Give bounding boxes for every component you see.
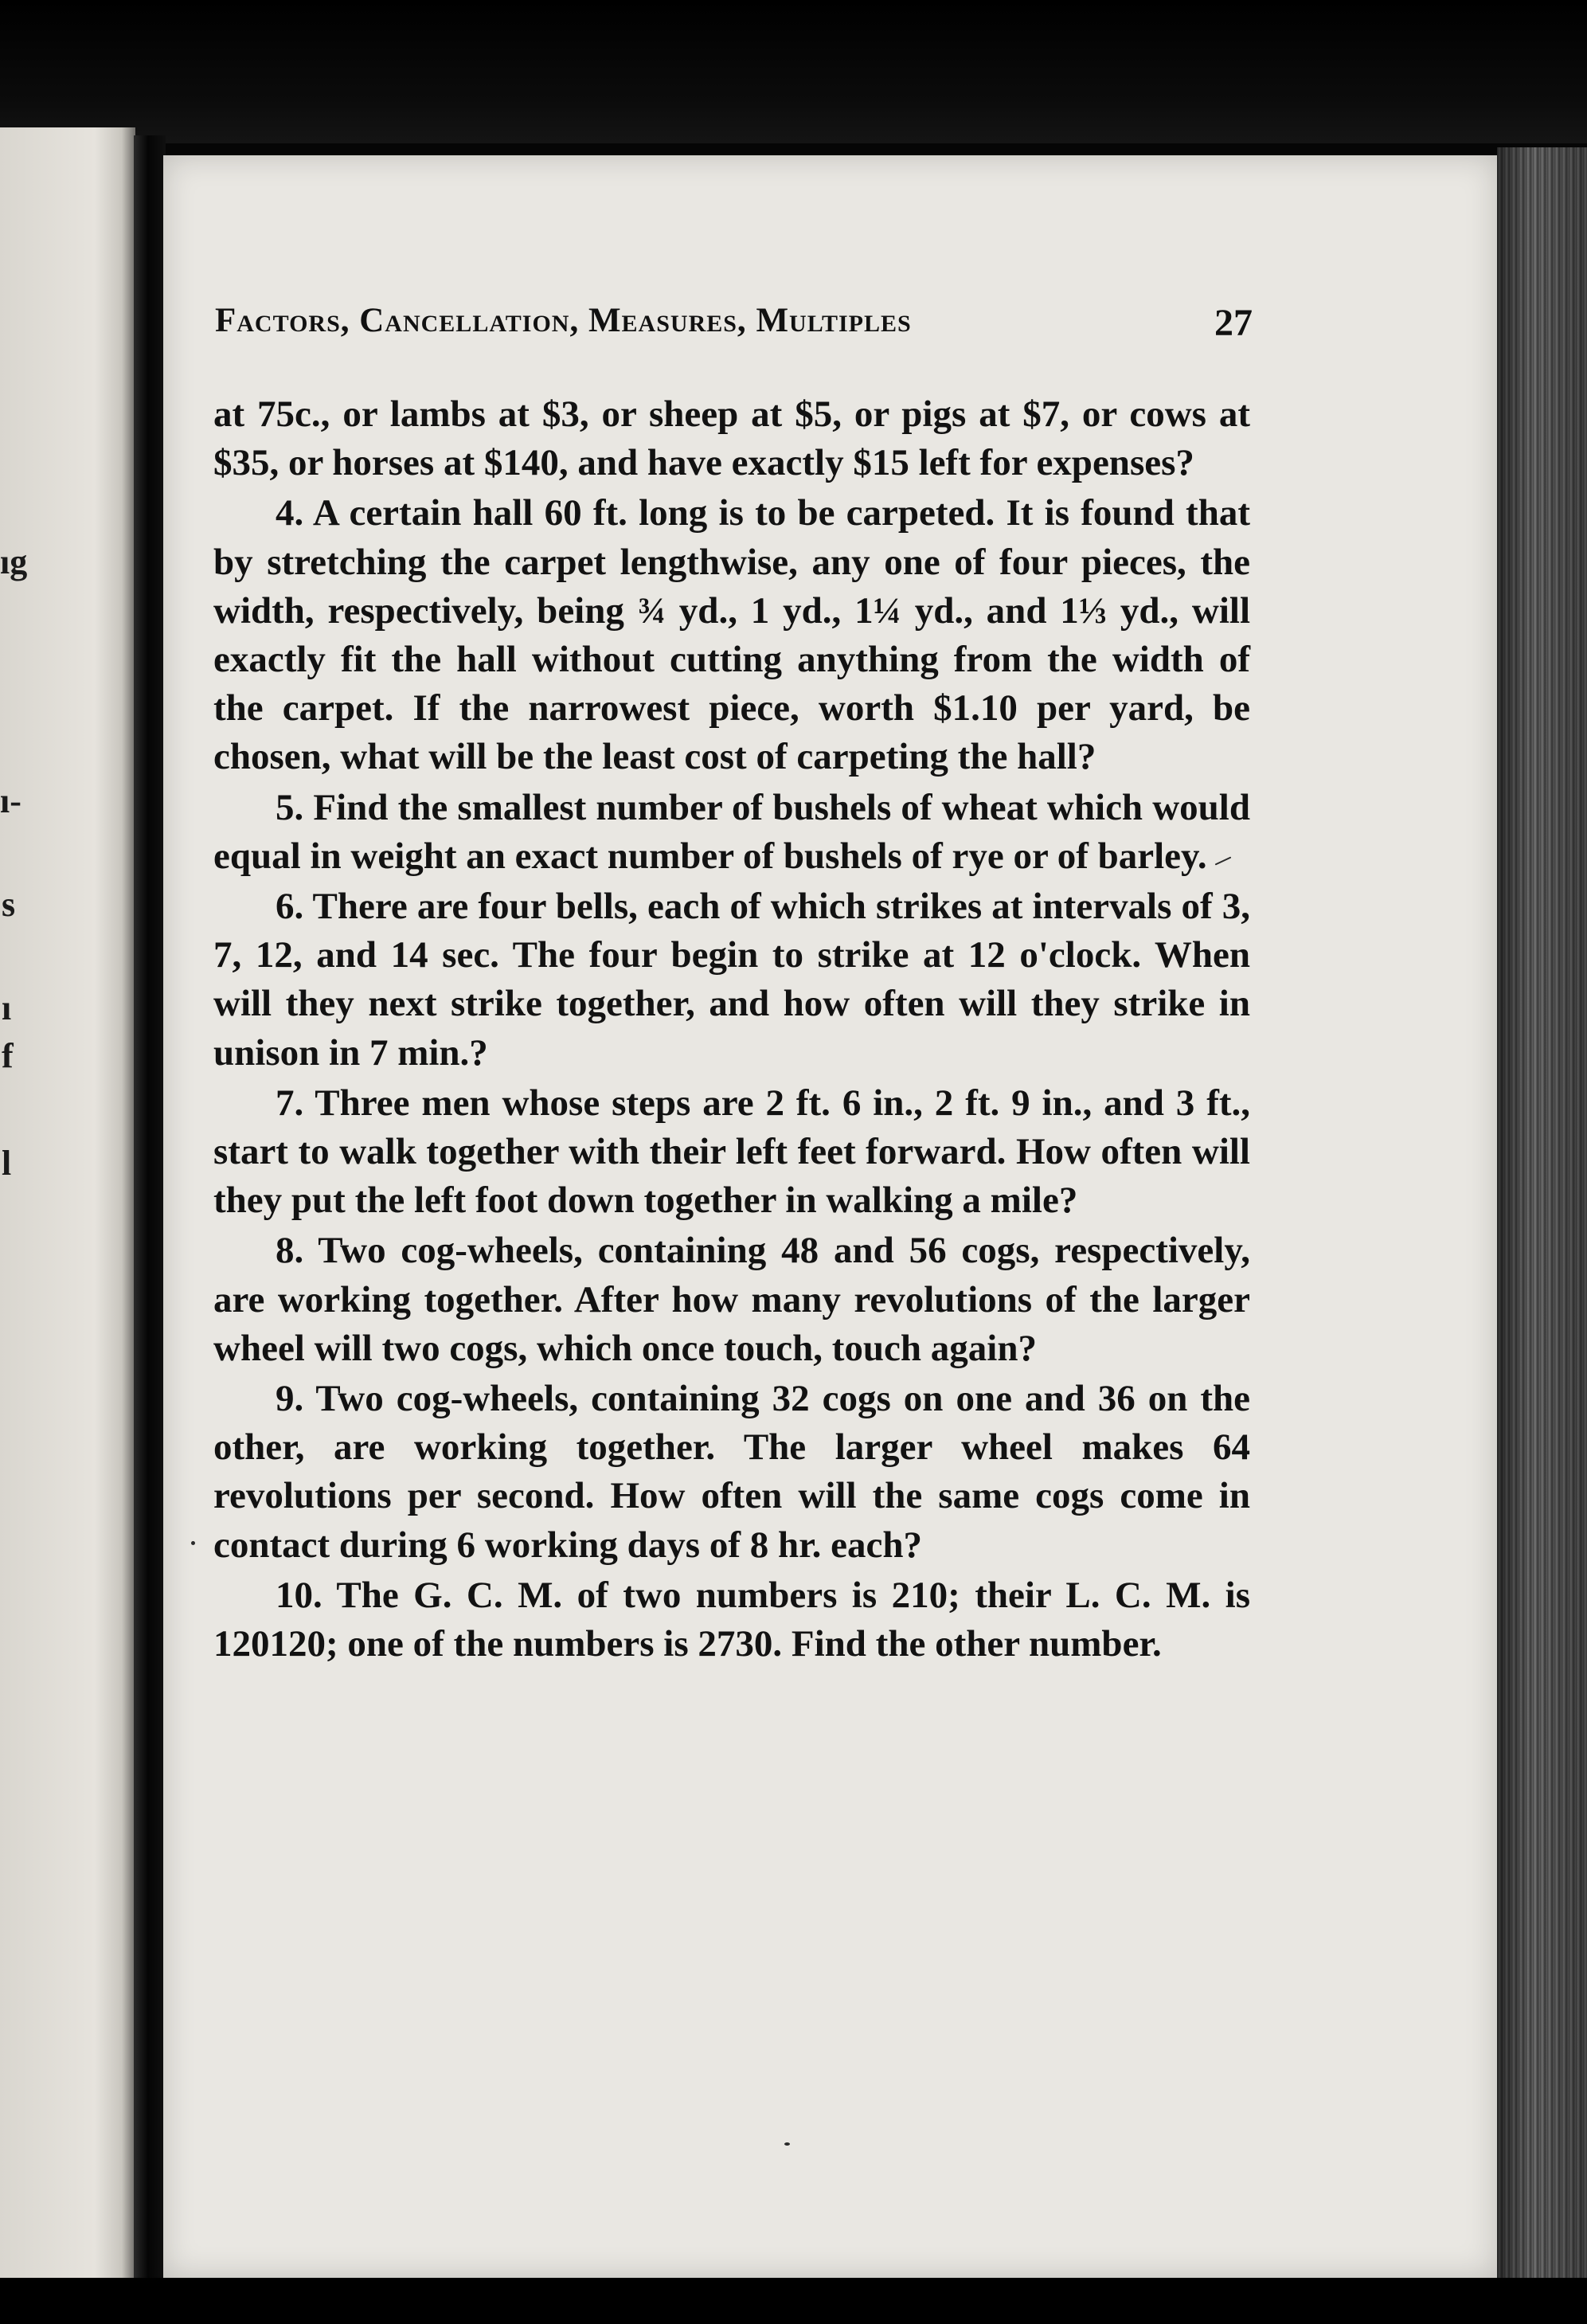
book-gutter [134,135,166,2286]
problem-9 [213,1375,1250,1570]
problem-number: 6. [276,886,304,928]
facing-page-edge [0,127,135,2324]
problem-text: Find the smallest number of bushels of wheat which would equal in weight an exact number of bushels of rye or of barley. [213,786,1251,877]
problem-7 [213,1079,1250,1226]
page-body [213,390,1250,1670]
scan-border-bottom [0,2278,1587,2324]
problem-8 [213,1227,1250,1373]
problem-number: 4. [276,492,304,534]
facing-page-fragment: ıg [0,542,28,581]
paper-speck [784,2142,790,2146]
problem-text: The G. C. M. of two numbers is 210; their L. C. M. is 120120; one of the numbers is 2730. Find the other number. [213,1574,1250,1665]
facing-page-fragment: s [2,885,16,924]
problem-text: Three men whose steps are 2 ft. 6 in., 2 ft. 9 in., and 3 ft., start to walk together with their left feet forward. How often will they put the left foot down together in walking a mile? [213,1082,1250,1222]
running-head-word: Measures, [588,302,747,339]
problem-10 [213,1571,1250,1669]
book-block-shadow [1497,147,1587,2324]
problem-number: 5. [276,786,304,828]
facing-page-fragment: l [2,1144,12,1183]
running-head-word: Cancellation, [359,302,580,339]
facing-page-fragment: ı- [0,781,21,820]
scan-border-top [0,0,1587,143]
running-head [215,301,1258,340]
page-number: 27 [1214,302,1253,344]
problem-5 [213,784,1250,881]
problem-4 [213,489,1250,781]
problem-number: 7. [276,1082,304,1124]
problem-text: Two cog-wheels, containing 32 cogs on one and 36 on the other, are working together. The larger wheel makes 64 revolutions per second. How often will the same cogs come in contact during 6 working days of 8 hr. each? [213,1378,1250,1566]
problem-number: 9. [276,1378,304,1420]
facing-page-fragment: f [2,1036,14,1075]
problem-number: 8. [276,1230,304,1272]
problem-text: There are four bells, each of which strikes at intervals of 3, 7, 12, and 14 sec. The four begin to strike at 12 o'clock. When will they next strike together, and how often will they strike in unison in 7 min.? [213,886,1251,1074]
problem-text: A certain hall 60 ft. long is to be carpeted. It is found that by stretching the carpet lengthwise, any one of four pieces, the width, respectively, being ¾ yd., 1 yd., 1¼ yd., and 1⅓ yd., will exactly fit the hall without cutting anything from the width of the carpet. If the narrowest piece, worth $1.10 per yard, be chosen, what will be the least cost of carpeting the hall? [213,492,1250,778]
facing-page-fragment: ı [2,988,12,1027]
problem-continuation [213,390,1250,487]
problem-6 [213,882,1250,1078]
problem-number: 10. [276,1574,322,1616]
running-head-word: Factors, [215,302,350,339]
running-head-word: Multiples [756,302,912,339]
problem-text: Two cog-wheels, containing 48 and 56 cogs, respectively, are working together. After how many revolutions of the larger wheel will two cogs, which once touch, touch again? [213,1230,1250,1369]
problem-text: at 75c., or lambs at $3, or sheep at $5, or pigs at $7, or cows at $35, or horses at $140, and have exactly $15 left for expenses? [213,393,1250,484]
paper-speck [191,1541,195,1545]
